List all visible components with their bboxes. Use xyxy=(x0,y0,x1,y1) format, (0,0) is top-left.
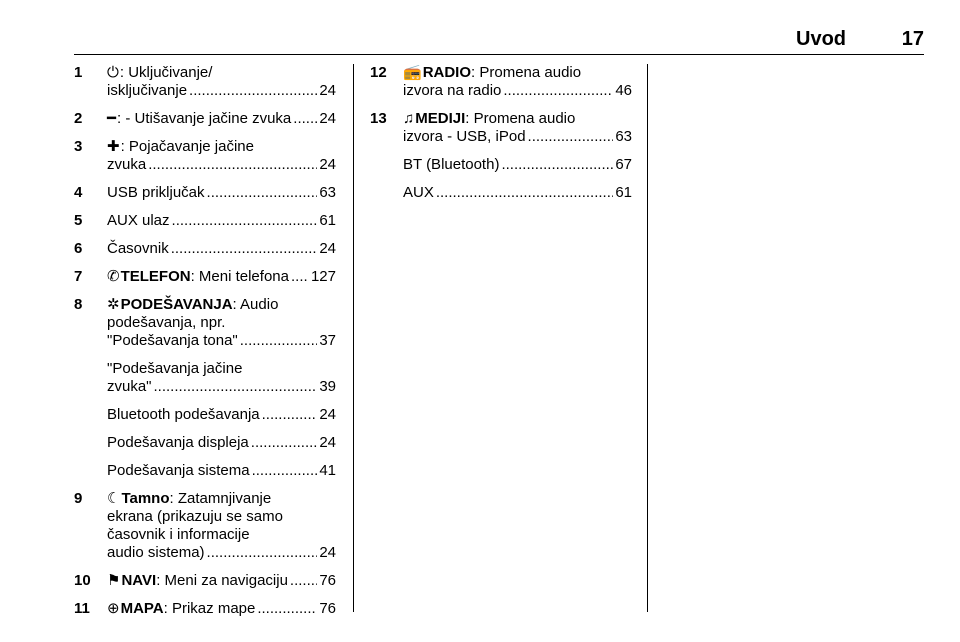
index-entry xyxy=(74,268,336,286)
power-icon: ⏻ xyxy=(107,64,119,81)
entry-line xyxy=(107,212,336,230)
entry-label: MEDIJI xyxy=(415,110,466,127)
entry-number: 4 xyxy=(74,184,83,201)
entry-line xyxy=(403,110,632,128)
entry-number: 6 xyxy=(74,240,83,257)
moon-icon: ☾ xyxy=(107,490,121,507)
entry-line xyxy=(403,82,632,100)
leader-dots xyxy=(207,184,318,202)
entry-text: ☾Tamno: Zatamnjivanje xyxy=(107,490,272,507)
entry-text: Podešavanja displeja xyxy=(107,434,249,451)
left-column xyxy=(74,64,336,628)
index-entry xyxy=(370,156,632,174)
column-divider-right xyxy=(647,64,648,612)
entry-line xyxy=(107,572,336,590)
entry-text: izvora - USB, iPod xyxy=(403,128,526,145)
header-rule xyxy=(74,54,924,55)
page-header xyxy=(0,26,960,56)
entry-text: Bluetooth podešavanja xyxy=(107,406,260,423)
entry-number: 3 xyxy=(74,138,83,155)
leader-dots xyxy=(240,332,318,350)
leader-dots xyxy=(252,462,318,480)
entry-text: ⏻: Uključivanje/ xyxy=(107,64,213,81)
index-entry xyxy=(74,240,336,258)
page-ref: 61 xyxy=(319,212,336,229)
entry-line xyxy=(107,526,336,544)
page-ref: 24 xyxy=(319,82,336,99)
index-entry xyxy=(74,434,336,452)
entry-number: 11 xyxy=(74,600,90,617)
leader-dots xyxy=(501,156,613,174)
page-ref: 63 xyxy=(319,184,336,201)
index-entry xyxy=(74,212,336,230)
page-ref: 46 xyxy=(615,82,632,99)
entry-text: AUX xyxy=(403,184,434,201)
entry-line xyxy=(107,434,336,452)
entry-line xyxy=(107,462,336,480)
entry-label: PODEŠAVANJA xyxy=(120,296,233,313)
entry-line xyxy=(107,508,336,526)
entry-text: ✲PODEŠAVANJA: Audio xyxy=(107,296,279,313)
entry-text: ⚑NAVI: Meni za navigaciju xyxy=(107,572,288,589)
index-entry xyxy=(74,406,336,424)
entry-line xyxy=(107,110,336,128)
page-ref: 24 xyxy=(319,110,336,127)
index-entry xyxy=(74,184,336,202)
entry-line xyxy=(107,240,336,258)
index-entry xyxy=(74,138,336,174)
entry-text: ekrana (prikazuju se samo xyxy=(107,508,283,525)
flag-icon: ⚑ xyxy=(107,572,121,589)
index-entry xyxy=(370,184,632,202)
phone-icon: ✆ xyxy=(107,268,120,285)
column-divider xyxy=(353,64,354,612)
minus-icon: ━ xyxy=(107,110,117,127)
entry-line xyxy=(403,64,632,82)
leader-dots xyxy=(171,240,318,258)
entry-text: časovnik i informacije xyxy=(107,526,250,543)
leader-dots xyxy=(257,600,317,618)
entry-line xyxy=(107,184,336,202)
page-ref: 37 xyxy=(319,332,336,349)
entry-number: 7 xyxy=(74,268,83,285)
index-entry xyxy=(74,490,336,562)
plus-icon: ✚ xyxy=(107,138,120,155)
leader-dots xyxy=(172,212,318,230)
entry-text: podešavanja, npr. xyxy=(107,314,226,331)
page-ref: 41 xyxy=(319,462,336,479)
entry-number: 13 xyxy=(370,110,387,127)
entry-line xyxy=(107,378,336,396)
index-entry xyxy=(74,462,336,480)
entry-text: zvuka xyxy=(107,156,147,173)
page-ref: 24 xyxy=(319,156,336,173)
leader-dots xyxy=(293,110,317,128)
page-ref: 127 xyxy=(310,268,336,285)
leader-dots xyxy=(148,156,317,174)
entry-text: audio sistema) xyxy=(107,544,205,561)
page-ref: 76 xyxy=(319,572,336,589)
entry-number: 5 xyxy=(74,212,83,229)
entry-line xyxy=(403,156,632,174)
entry-line xyxy=(107,64,336,82)
entry-line xyxy=(107,156,336,174)
entry-line xyxy=(107,544,336,562)
entry-line xyxy=(107,82,336,100)
entry-number: 1 xyxy=(74,64,83,81)
page-ref: 39 xyxy=(319,378,336,395)
page-ref: 67 xyxy=(615,156,632,173)
entry-label: NAVI xyxy=(121,572,157,589)
entry-text: ✆TELEFON: Meni telefona xyxy=(107,268,289,285)
radio-icon: 📻 xyxy=(403,64,422,81)
entry-label: TELEFON xyxy=(120,268,191,285)
leader-dots xyxy=(154,378,318,396)
right-column xyxy=(370,64,632,212)
leader-dots xyxy=(251,434,318,452)
entry-number: 2 xyxy=(74,110,83,127)
leader-dots xyxy=(262,406,318,424)
entry-line xyxy=(403,128,632,146)
entry-line xyxy=(107,600,336,618)
entry-line xyxy=(107,314,336,332)
entry-line xyxy=(107,138,336,156)
entry-text: izvora na radio xyxy=(403,82,502,99)
entry-text: "Podešavanja jačine xyxy=(107,360,243,377)
entry-text: Podešavanja sistema xyxy=(107,462,250,479)
entry-line xyxy=(107,490,336,508)
entry-text: ♫MEDIJI: Promena audio xyxy=(403,110,576,127)
page-number: 17 xyxy=(901,28,924,50)
entry-text: 📻RADIO: Promena audio xyxy=(403,64,582,81)
page-ref: 24 xyxy=(319,406,336,423)
leader-dots xyxy=(436,184,613,202)
leader-dots xyxy=(528,128,614,146)
page-ref: 24 xyxy=(319,240,336,257)
entry-line xyxy=(107,332,336,350)
page-ref: 63 xyxy=(615,128,632,145)
leader-dots xyxy=(291,268,309,286)
index-entry xyxy=(74,64,336,100)
entry-text: BT (Bluetooth) xyxy=(403,156,500,173)
globe-icon: ⊕ xyxy=(107,600,120,617)
leader-dots xyxy=(207,544,318,562)
entry-text: USB priključak xyxy=(107,184,205,201)
entry-text: Časovnik xyxy=(107,240,169,257)
leader-dots xyxy=(503,82,613,100)
index-entry xyxy=(370,64,632,100)
index-entry xyxy=(74,296,336,350)
entry-line xyxy=(107,268,336,286)
leader-dots xyxy=(290,572,317,590)
entry-line xyxy=(107,360,336,378)
entry-line xyxy=(107,406,336,424)
page-ref: 61 xyxy=(615,184,632,201)
index-entry xyxy=(370,110,632,146)
entry-text: "Podešavanja tona" xyxy=(107,332,238,349)
entry-label: RADIO xyxy=(422,64,472,81)
entry-label: Tamno xyxy=(121,490,170,507)
entry-label: MAPA xyxy=(120,600,164,617)
entry-line xyxy=(403,184,632,202)
index-entry xyxy=(74,572,336,590)
entry-number: 8 xyxy=(74,296,83,313)
page-ref: 76 xyxy=(319,600,336,617)
entry-text: ✚: Pojačavanje jačine xyxy=(107,138,254,155)
entry-text: ━: - Utišavanje jačine zvuka xyxy=(107,110,292,127)
page-title: Uvod xyxy=(796,28,846,50)
index-entry xyxy=(74,360,336,396)
entry-text: ⊕MAPA: Prikaz mape xyxy=(107,600,256,617)
entry-number: 10 xyxy=(74,572,91,589)
leader-dots xyxy=(189,82,317,100)
entry-text: isključivanje xyxy=(107,82,188,99)
entry-number: 9 xyxy=(74,490,83,507)
entry-number: 12 xyxy=(370,64,387,81)
gear-icon: ✲ xyxy=(107,296,120,313)
index-entry xyxy=(74,110,336,128)
music-icon: ♫ xyxy=(403,110,415,127)
entry-text: zvuka" xyxy=(107,378,152,395)
index-entry xyxy=(74,600,336,618)
entry-line xyxy=(107,296,336,314)
entry-text: AUX ulaz xyxy=(107,212,170,229)
page-ref: 24 xyxy=(319,544,336,561)
page-ref: 24 xyxy=(319,434,336,451)
